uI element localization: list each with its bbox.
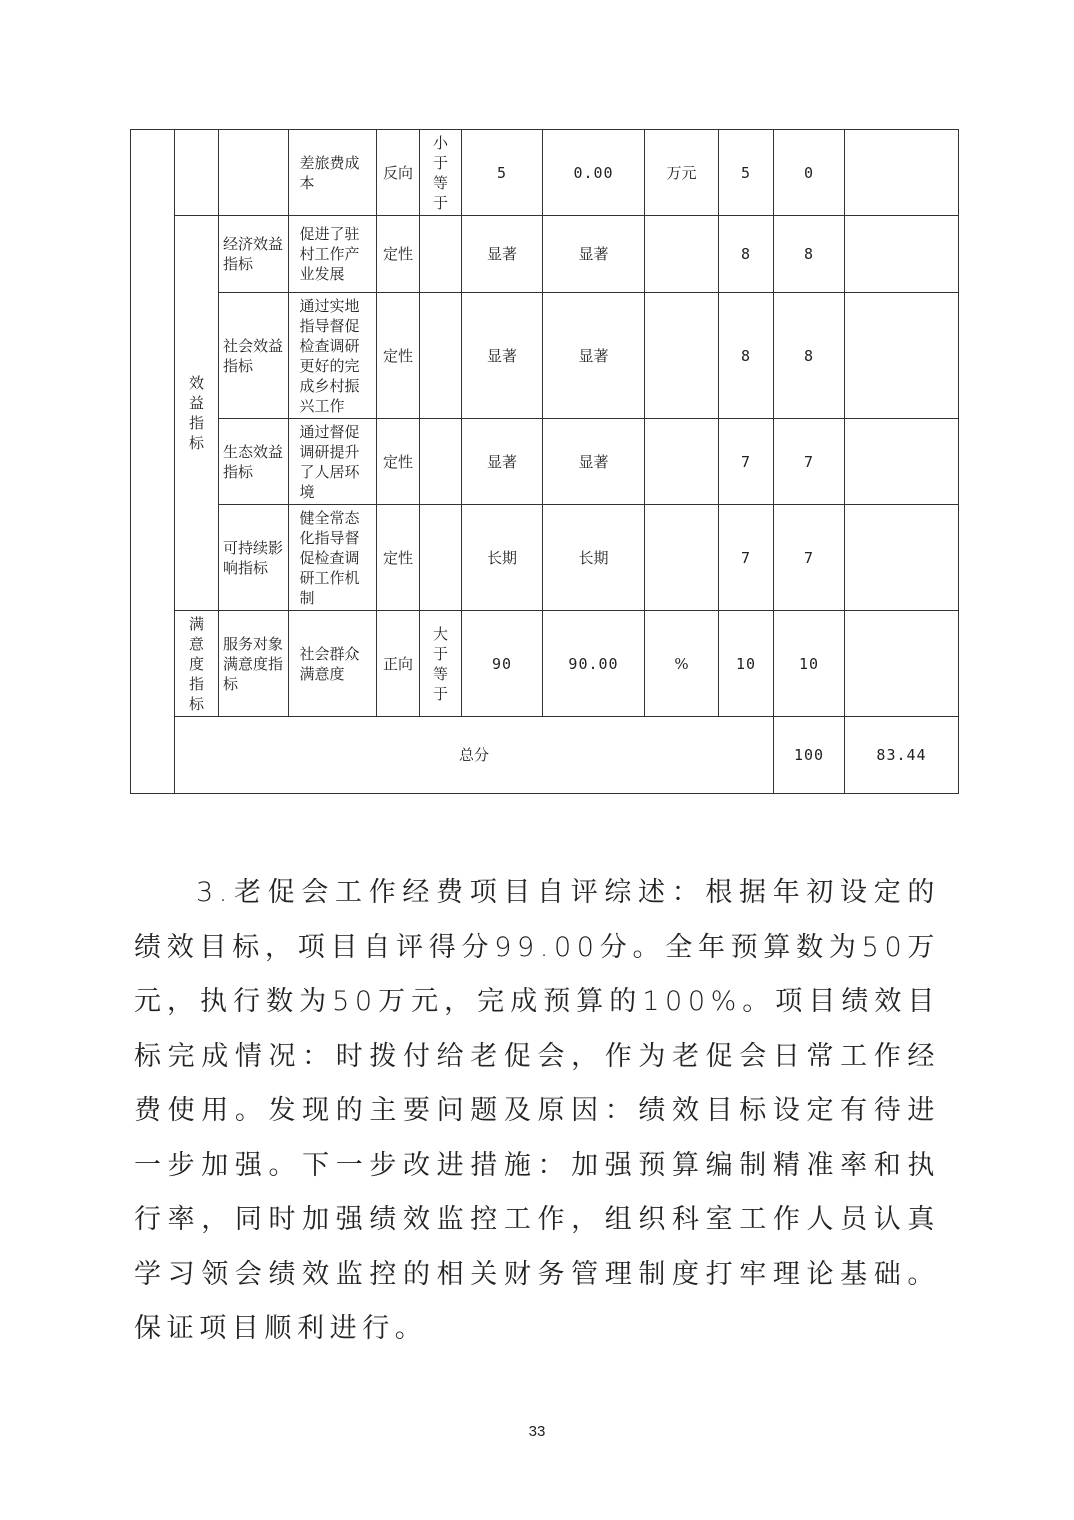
target-cell: 显著 [462, 293, 543, 419]
benefit-category-cell: 效益指标 [175, 216, 219, 611]
total-label-cell: 总分 [175, 717, 774, 794]
level2-cell-empty [175, 130, 219, 216]
score-cell: 7 [774, 419, 845, 505]
attribute-cell: 定性 [377, 216, 420, 293]
table-row-sustainable [131, 505, 959, 611]
unit-cell [645, 505, 719, 611]
unit-cell [645, 293, 719, 419]
comparison-cell [420, 505, 462, 611]
attribute-cell: 定性 [377, 419, 420, 505]
performance-table [130, 129, 959, 794]
actual-cell: 显著 [543, 293, 645, 419]
remark-cell [845, 419, 959, 505]
score-cell: 0 [774, 130, 845, 216]
project-summary-paragraph: 3.老促会工作经费项目自评综述：根据年初设定的绩效目标，项目自评得分99.00分。全年预算数为50万元，执行数为50万元，完成预算的100%。项目绩效目标完成情况：时拨付给老促会，作为老促会日常工作经费使用。发现的主要问题及原因：绩效目标设定有待进一步加强。下一步改进措施：加强预算编制精准率和执行率，同时加强绩效监控工作，组织科室工作人员认真学习领会绩效监控的相关财务管理制度打牢理论基础。保证项目顺利进行。 [134, 877, 940, 1344]
indicator-name-cell: 社会群众满意度 [289, 611, 377, 717]
indicator-name-cell: 健全常态化指导督促检查调研工作机制 [289, 505, 377, 611]
comparison-cell [420, 419, 462, 505]
target-cell: 长期 [462, 505, 543, 611]
remark-cell [845, 130, 959, 216]
target-cell: 5 [462, 130, 543, 216]
actual-cell: 显著 [543, 419, 645, 505]
weight-cell: 10 [719, 611, 774, 717]
attribute-cell: 正向 [377, 611, 420, 717]
comparison-cell: 小于等于 [420, 130, 462, 216]
indicator-name-cell: 通过实地指导督促检查调研更好的完成乡村振兴工作 [289, 293, 377, 419]
unit-cell: 万元 [645, 130, 719, 216]
weight-cell: 8 [719, 293, 774, 419]
table-row-social [131, 293, 959, 419]
table-row-satisfaction [131, 611, 959, 717]
actual-cell: 90.00 [543, 611, 645, 717]
indicator-name-cell: 通过督促调研提升了人居环境 [289, 419, 377, 505]
weight-cell: 7 [719, 505, 774, 611]
remark-cell [845, 216, 959, 293]
sub-indicator-cell: 服务对象满意度指标 [219, 611, 289, 717]
unit-cell: % [645, 611, 719, 717]
comparison-cell: 大于等于 [420, 611, 462, 717]
page-number: 33 [528, 1423, 546, 1440]
unit-cell [645, 216, 719, 293]
actual-cell: 0.00 [543, 130, 645, 216]
weight-cell: 8 [719, 216, 774, 293]
weight-cell: 7 [719, 419, 774, 505]
table-row-total [131, 717, 959, 794]
indicator-name-cell: 差旅费成本 [289, 130, 377, 216]
table-row-travel-cost [131, 130, 959, 216]
target-cell: 显著 [462, 419, 543, 505]
score-cell: 10 [774, 611, 845, 717]
sub-indicator-cell: 经济效益指标 [219, 216, 289, 293]
target-cell: 90 [462, 611, 543, 717]
target-cell: 显著 [462, 216, 543, 293]
remark-cell [845, 611, 959, 717]
total-weight-cell: 100 [774, 717, 845, 794]
table-row-ecological [131, 419, 959, 505]
satisfaction-category-cell: 满意度指标 [175, 611, 219, 717]
indicator-name-cell: 促进了驻村工作产业发展 [289, 216, 377, 293]
actual-cell: 长期 [543, 505, 645, 611]
score-cell: 8 [774, 293, 845, 419]
sub-indicator-cell: 可持续影响指标 [219, 505, 289, 611]
remark-cell [845, 293, 959, 419]
comparison-cell [420, 216, 462, 293]
level3-cell-empty [219, 130, 289, 216]
score-cell: 7 [774, 505, 845, 611]
comparison-cell [420, 293, 462, 419]
table-row-economic [131, 216, 959, 293]
total-score-cell: 83.44 [845, 717, 959, 794]
unit-cell [645, 419, 719, 505]
remark-cell [845, 505, 959, 611]
score-cell: 8 [774, 216, 845, 293]
sub-indicator-cell: 社会效益指标 [219, 293, 289, 419]
attribute-cell: 反向 [377, 130, 420, 216]
sub-indicator-cell: 生态效益指标 [219, 419, 289, 505]
attribute-cell: 定性 [377, 505, 420, 611]
level1-cell-empty [131, 130, 175, 794]
actual-cell: 显著 [543, 216, 645, 293]
attribute-cell: 定性 [377, 293, 420, 419]
weight-cell: 5 [719, 130, 774, 216]
